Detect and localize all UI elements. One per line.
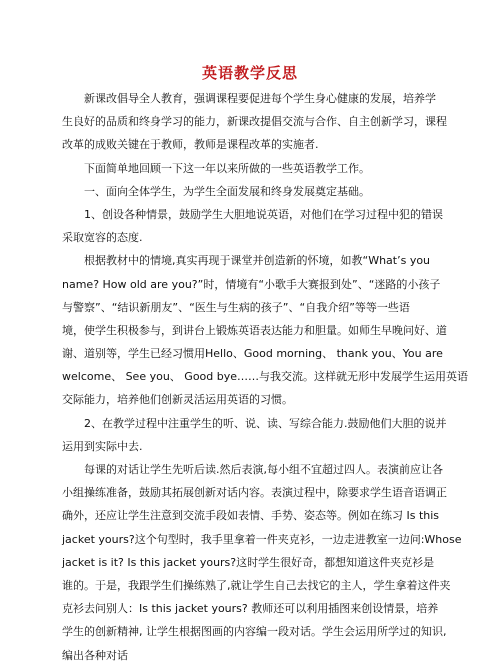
text-line: 编出各种对话 <box>62 648 128 662</box>
document-body <box>62 87 469 662</box>
text-line: jacket yours?这个句型时，我手里拿着一件夹克衫，一边走进教室一边问:Whose <box>62 532 462 546</box>
text-line: 每课的对话让学生先听后读.然后表演,每小组不宜超过四人。表演前应让各 <box>84 463 443 476</box>
text-line: 采取宽容的态度. <box>62 231 143 245</box>
text-line: 谁的。于是，我跟学生们操练熟了,就让学生自己去找它的主人，学生拿着这件夹 <box>62 578 451 592</box>
text-line: 学生的创新精神, 让学生根据图画的内容编一段对话。学生会运用所学过的知识, <box>62 625 447 639</box>
text-line: 一、面向全体学生，为学生全面发展和终身发展奠定基础。 <box>84 184 370 198</box>
text-line: name? How old are you?”时，情境有“小歌手大赛报到处”、“迷路的小孩子 <box>62 277 441 291</box>
text-line: 克衫去问别人：Is this jacket yours? 教师还可以利用插图来创设情景，培养 <box>62 602 439 616</box>
text-line: 新课改倡导全人教育，强调课程要促进每个学生身心健康的发展，培养学 <box>84 92 436 105</box>
text-line: 交际能力，培养他们创新灵活运用英语的习惯。 <box>62 393 293 407</box>
text-line: 1、创设各种情景，鼓励学生大胆地说英语，对他们在学习过程中犯的错误 <box>84 207 443 221</box>
text-line: 运用到实际中去. <box>62 439 143 453</box>
text-line: 与警察”、“结识新朋友”、“医生与生病的孩子”、“自我介绍”等等一些语 <box>62 300 410 314</box>
text-line: 谢、道别等，学生已经习惯用Hello、Good morning、 thank you、You are <box>62 347 443 361</box>
text-line: 根据教材中的情境,真实再现于课堂并创造新的怀境，如教“What’s you <box>84 254 431 268</box>
text-line: 2、在教学过程中注重学生的听、说、读、写综合能力.鼓励他们大胆的说并 <box>84 416 447 430</box>
text-line: welcome、 See you、 Good bye……与我交流。这样就无形中发展学生运用英语 <box>62 370 469 384</box>
text-line: 改革的成败关键在于教师，教师是课程改革的实施者. <box>62 138 319 152</box>
text-line: 下面简单地回顾一下这一年以来所做的一些英语教学工作。 <box>84 161 370 175</box>
text-line: 生良好的品质和终身学习的能力，新课改提倡交流与合作、自主创新学习，课程 <box>62 115 447 129</box>
text-line: 确外，还应让学生注意到交流手段如表情、手势、姿态等。例如在练习 Is this <box>62 509 440 523</box>
page-title: 英语教学反思 <box>201 64 298 82</box>
text-line: jacket is it? Is this jacket yours?这时学生很好奇，都想知道这件夹克衫是 <box>62 555 435 569</box>
text-line: 小组操练准备，鼓励其拓展创新对话内容。表演过程中，除要求学生语音语调正 <box>62 486 447 500</box>
text-line: 境，使学生积极参与，到讲台上锻炼英语表达能力和胆量。如师生早晚问好、道 <box>62 323 447 337</box>
